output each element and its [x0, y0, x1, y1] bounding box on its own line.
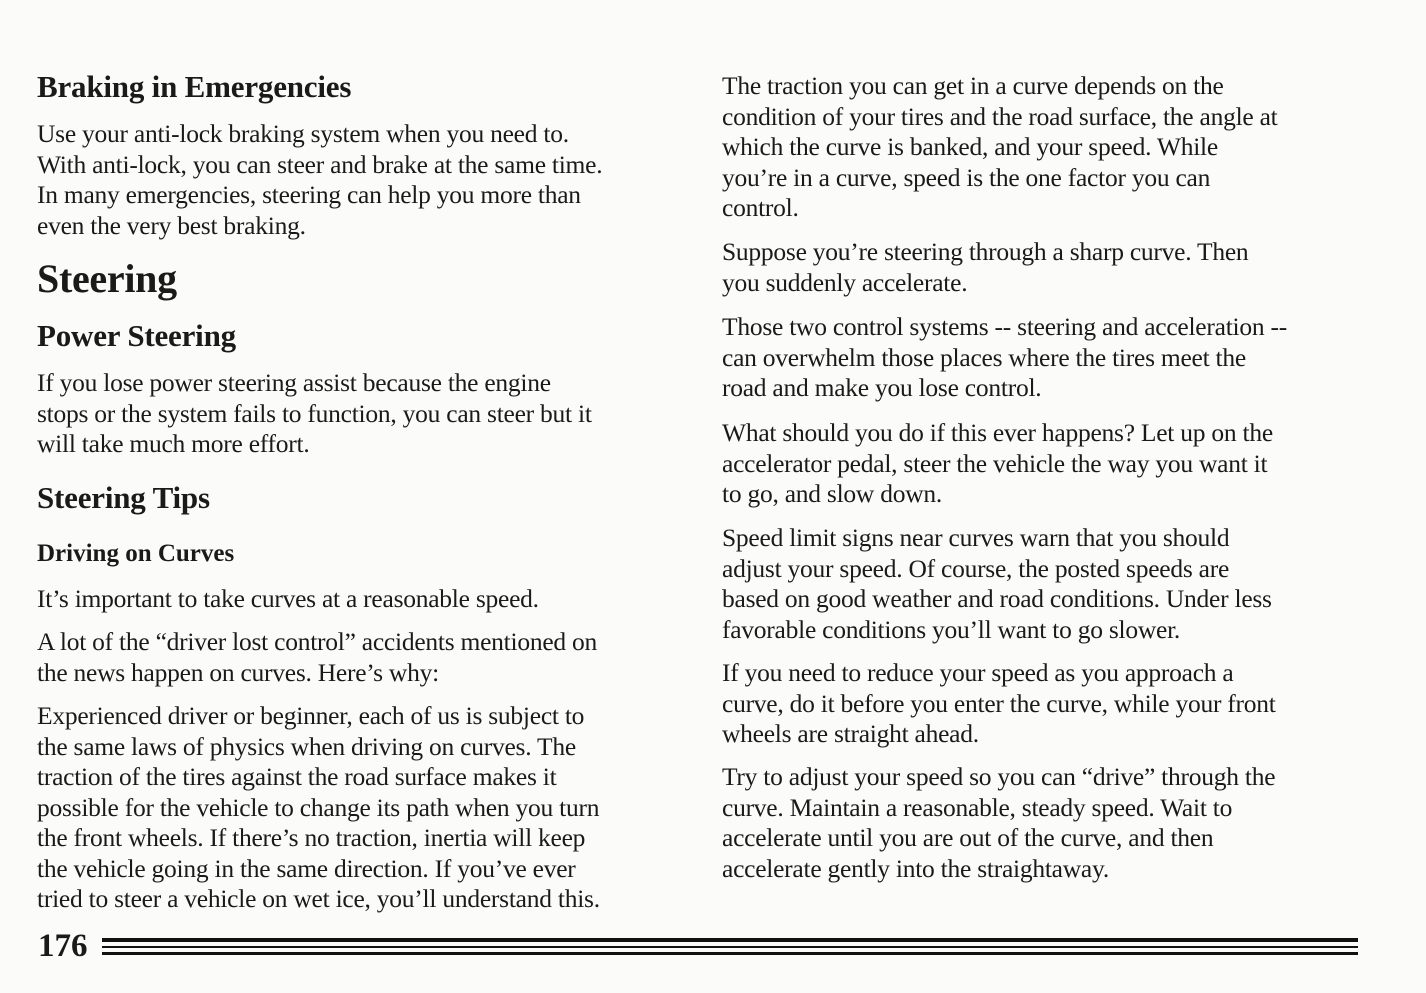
text-line: curve, do it before you enter the curve, while your front	[722, 688, 1276, 718]
text-line: the news happen on curves. Here’s why:	[37, 657, 439, 687]
text-line: Experienced driver or beginner, each of us is subject to	[37, 701, 585, 730]
paragraph-control-systems	[722, 312, 1287, 404]
paragraph-power-steering	[37, 368, 592, 460]
text-line: If you need to reduce your speed as you approach a	[722, 658, 1234, 687]
paragraph-laws-of-physics	[37, 701, 600, 915]
heading-power-steering: Power Steering	[37, 318, 236, 353]
paragraph-curves-speed	[37, 584, 539, 615]
text-line: Suppose you’re steering through a sharp curve. Then	[722, 237, 1249, 266]
paragraph-speed-limit-signs	[722, 523, 1272, 645]
heading-steering-tips: Steering Tips	[37, 480, 210, 515]
text-line: possible for the vehicle to change its path when you turn	[37, 792, 600, 822]
paragraph-adjust-speed	[722, 762, 1275, 884]
heading-braking-in-emergencies: Braking in Emergencies	[37, 69, 352, 104]
text-line: can overwhelm those places where the tires meet the	[722, 342, 1246, 372]
paragraph-what-to-do	[722, 418, 1273, 510]
footer-rule	[102, 938, 1358, 942]
paragraph-driver-lost-control	[37, 627, 597, 688]
paragraph-braking	[37, 119, 602, 241]
heading-steering: Steering	[37, 256, 177, 301]
text-line: The traction you can get in a curve depends on the	[722, 71, 1224, 100]
text-line: accelerate gently into the straightaway.	[722, 853, 1109, 883]
text-line: will take much more effort.	[37, 429, 310, 458]
page-number: 176	[38, 928, 88, 964]
page-footer	[38, 925, 1358, 967]
text-line: accelerate until you are out of the curve, and then	[722, 823, 1214, 852]
heading-driving-on-curves: Driving on Curves	[37, 540, 235, 567]
text-line: condition of your tires and the road surface, the angle at	[722, 101, 1278, 131]
paragraph-sharp-curve	[722, 237, 1248, 298]
text-line: With anti-lock, you can steer and brake at the same time.	[37, 149, 603, 179]
text-line: A lot of the “driver lost control” accidents mentioned on	[37, 627, 598, 656]
text-line: the front wheels. If there’s no traction, inertia will keep	[37, 823, 586, 852]
paragraph-traction	[722, 71, 1278, 224]
text-line: even the very best braking.	[37, 210, 306, 240]
paragraph-reduce-speed	[722, 658, 1276, 750]
text-line: In many emergencies, steering can help you more than	[37, 180, 581, 209]
text-line: wheels are straight ahead.	[722, 719, 979, 748]
text-line: based on good weather and road conditions. Under less	[722, 584, 1272, 613]
footer-rule	[102, 952, 1358, 955]
text-line: Try to adjust your speed so you can “drive” through the	[722, 762, 1276, 791]
footer-rule	[102, 946, 1358, 948]
text-line: curve. Maintain a reasonable, steady speed. Wait to	[722, 792, 1233, 822]
text-line: you suddenly accelerate.	[722, 267, 968, 297]
text-line: favorable conditions you’ll want to go slower.	[722, 614, 1181, 644]
text-line: accelerator pedal, steer the vehicle the way you want it	[722, 448, 1268, 478]
text-line: It’s important to take curves at a reasonable speed.	[37, 584, 539, 613]
text-line: to go, and slow down.	[722, 479, 942, 508]
text-line: which the curve is banked, and your speed. While	[722, 132, 1218, 161]
text-line: the vehicle going in the same direction. If you’ve ever	[37, 853, 576, 883]
text-line: Use your anti-lock braking system when you need to.	[37, 119, 569, 148]
text-line: the same laws of physics when driving on curves. The	[37, 731, 576, 761]
text-line: stops or the system fails to function, you can steer but it	[37, 398, 592, 428]
text-line: What should you do if this ever happens? Let up on the	[722, 418, 1273, 447]
text-line: tried to steer a vehicle on wet ice, you’ll understand this.	[37, 884, 600, 913]
text-line: If you lose power steering assist because the engine	[37, 368, 551, 397]
text-line: traction of the tires against the road surface makes it	[37, 762, 557, 791]
text-line: adjust your speed. Of course, the posted speeds are	[722, 553, 1230, 583]
text-line: you’re in a curve, speed is the one factor you can	[722, 162, 1211, 192]
text-line: control.	[722, 193, 799, 222]
text-line: road and make you lose control.	[722, 373, 1042, 402]
text-line: Those two control systems -- steering and acceleration --	[722, 312, 1287, 341]
text-line: Speed limit signs near curves warn that you should	[722, 523, 1230, 552]
